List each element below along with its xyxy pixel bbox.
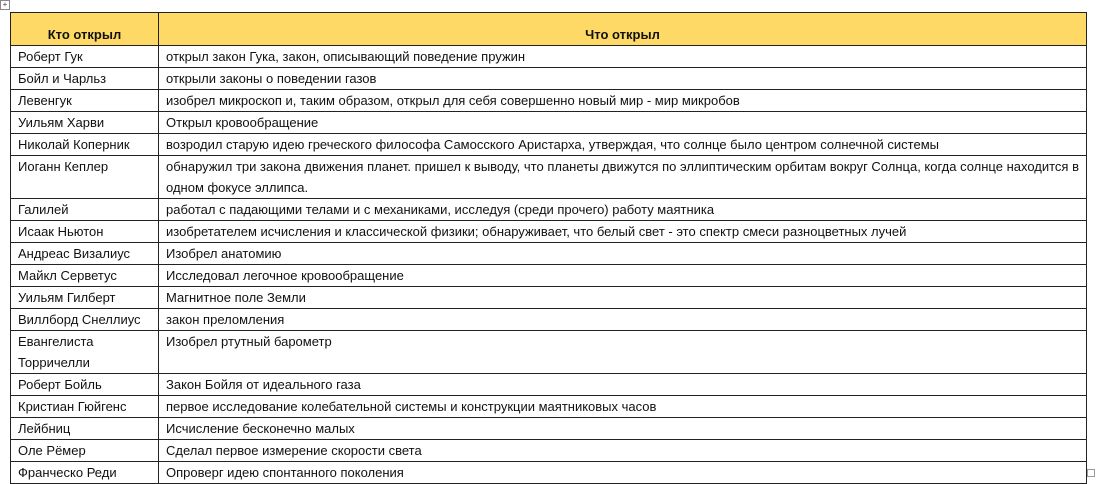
cell-what[interactable]: Изобрел анатомию xyxy=(159,243,1087,265)
cell-who[interactable]: Лейбниц xyxy=(11,418,159,440)
header-what: Что открыл xyxy=(159,13,1087,46)
cell-what[interactable]: обнаружил три закона движения планет. пришел к выводу, что планеты движутся по эллиптическим орбитам вокруг Солнца, когда солнце находится в одном фокусе эллипса. xyxy=(159,156,1087,199)
cell-who[interactable]: Бойл и Чарльз xyxy=(11,68,159,90)
table-row xyxy=(11,418,1087,440)
table-row xyxy=(11,265,1087,287)
cell-what[interactable]: Открыл кровообращение xyxy=(159,112,1087,134)
cell-who[interactable]: Уильям Гилберт xyxy=(11,287,159,309)
cell-who[interactable]: Евангелиста Торричелли xyxy=(11,331,159,374)
cell-what[interactable]: возродил старую идею греческого философа Самосского Аристарха, утверждая, что солнце было центром солнечной системы xyxy=(159,134,1087,156)
cell-what[interactable]: Изобрел ртутный барометр xyxy=(159,331,1087,374)
table-row xyxy=(11,243,1087,265)
table-row xyxy=(11,156,1087,199)
cell-what[interactable]: изобретателем исчисления и классической физики; обнаруживает, что белый свет - это спектр смеси разноцветных лучей xyxy=(159,221,1087,243)
cell-who[interactable]: Иоганн Кеплер xyxy=(11,156,159,199)
cell-who[interactable]: Николай Коперник xyxy=(11,134,159,156)
table-row xyxy=(11,462,1087,484)
cell-what[interactable]: первое исследование колебательной системы и конструкции маятниковых часов xyxy=(159,396,1087,418)
table-header-row xyxy=(11,13,1087,46)
table-row xyxy=(11,440,1087,462)
cell-what[interactable]: Закон Бойля от идеального газа xyxy=(159,374,1087,396)
cell-what[interactable]: изобрел микроскоп и, таким образом, открыл для себя совершенно новый мир - мир микробов xyxy=(159,90,1087,112)
cell-who[interactable]: Роберт Бойль xyxy=(11,374,159,396)
table-row xyxy=(11,396,1087,418)
table-row xyxy=(11,90,1087,112)
cell-who[interactable]: Левенгук xyxy=(11,90,159,112)
cell-who[interactable]: Майкл Серветус xyxy=(11,265,159,287)
cell-what[interactable]: Исчисление бесконечно малых xyxy=(159,418,1087,440)
cell-who[interactable]: Виллборд Снеллиус xyxy=(11,309,159,331)
table-row xyxy=(11,221,1087,243)
cell-who[interactable]: Кристиан Гюйгенс xyxy=(11,396,159,418)
table-row xyxy=(11,309,1087,331)
table-resize-handle[interactable] xyxy=(1087,469,1095,477)
cell-what[interactable]: закон преломления xyxy=(159,309,1087,331)
cell-what[interactable]: Опроверг идею спонтанного поколения xyxy=(159,462,1087,484)
cell-who[interactable]: Уильям Харви xyxy=(11,112,159,134)
cell-who[interactable]: Исаак Ньютон xyxy=(11,221,159,243)
cell-what[interactable]: открыл закон Гука, закон, описывающий поведение пружин xyxy=(159,46,1087,68)
cell-what[interactable]: открыли законы о поведении газов xyxy=(159,68,1087,90)
table-row xyxy=(11,46,1087,68)
cell-who[interactable]: Андреас Визалиус xyxy=(11,243,159,265)
header-who: Кто открыл xyxy=(11,13,159,46)
table-row xyxy=(11,134,1087,156)
table-row xyxy=(11,68,1087,90)
table-row xyxy=(11,374,1087,396)
cell-who[interactable]: Галилей xyxy=(11,199,159,221)
cell-what[interactable]: работал с падающими телами и с механиками, исследуя (среди прочего) работу маятника xyxy=(159,199,1087,221)
table-move-handle-icon[interactable]: + xyxy=(0,0,10,10)
table-row xyxy=(11,199,1087,221)
cell-what[interactable]: Исследовал легочное кровообращение xyxy=(159,265,1087,287)
table-row xyxy=(11,287,1087,309)
table-row xyxy=(11,112,1087,134)
cell-who[interactable]: Франческо Реди xyxy=(11,462,159,484)
table-row xyxy=(11,331,1087,374)
cell-who[interactable]: Оле Рёмер xyxy=(11,440,159,462)
cell-what[interactable]: Сделал первое измерение скорости света xyxy=(159,440,1087,462)
cell-who[interactable]: Роберт Гук xyxy=(11,46,159,68)
discoveries-table xyxy=(10,12,1087,484)
cell-what[interactable]: Магнитное поле Земли xyxy=(159,287,1087,309)
